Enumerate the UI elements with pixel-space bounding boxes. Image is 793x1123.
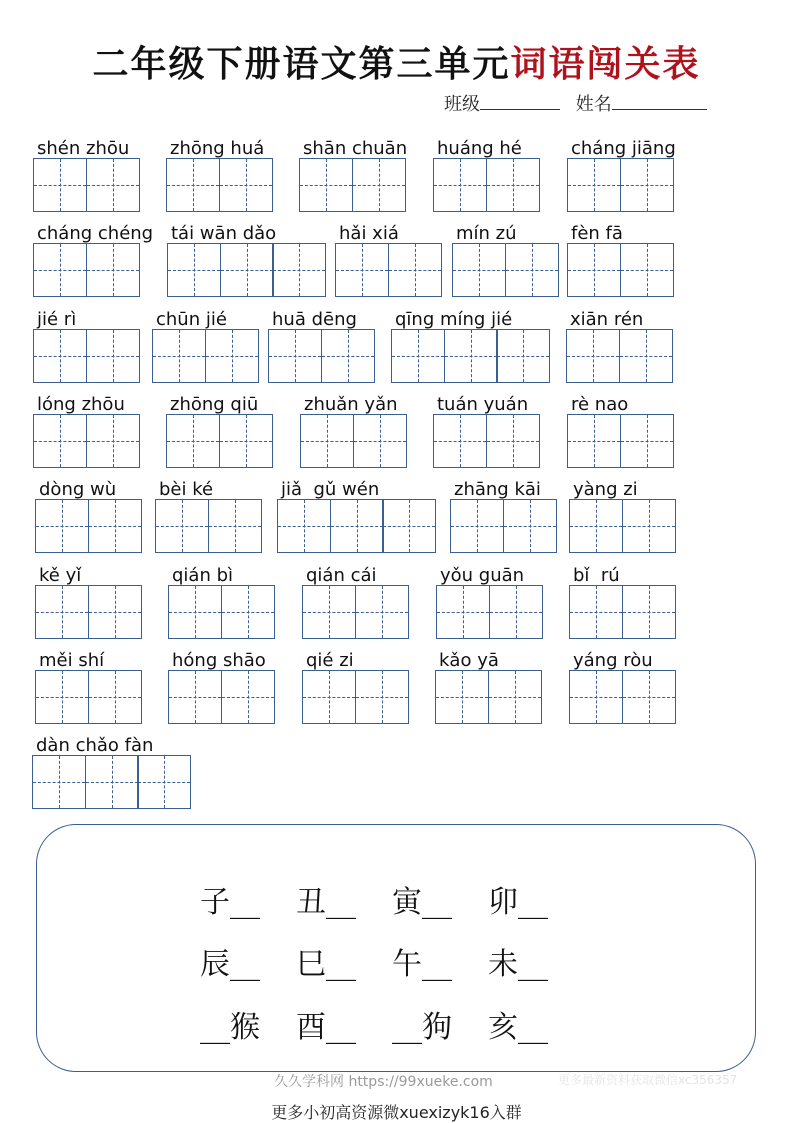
tianzige-cell[interactable] (167, 243, 221, 297)
tianzige-cell[interactable] (619, 329, 673, 383)
tianzige-cell[interactable] (33, 414, 87, 468)
tianzige-cell[interactable] (435, 670, 489, 724)
writing-boxes (452, 243, 559, 297)
writing-boxes (155, 499, 262, 553)
pinyin-label: fèn fā (571, 223, 623, 244)
pinyin-label: kǎo yā (439, 650, 499, 671)
tianzige-cell[interactable] (88, 585, 142, 639)
tianzige-cell[interactable] (219, 414, 273, 468)
pinyin-label: xiān rén (570, 309, 644, 330)
pinyin-label: bǐ rú (573, 565, 620, 586)
tianzige-cell[interactable] (567, 414, 621, 468)
tianzige-cell[interactable] (567, 158, 621, 212)
zodiac-item[interactable]: 丑__ (296, 885, 356, 920)
writing-boxes (569, 499, 676, 553)
tianzige-cell[interactable] (622, 499, 676, 553)
pinyin-label: huā dēng (272, 309, 357, 330)
pinyin-label: huáng hé (437, 138, 522, 159)
writing-boxes (167, 243, 326, 297)
tianzige-cell[interactable] (35, 670, 89, 724)
watermark-faint: 更多最新资料获取微信xc356357 (558, 1073, 738, 1087)
tianzige-cell[interactable] (452, 243, 506, 297)
pinyin-label: qīng míng jié (395, 309, 513, 330)
tianzige-cell[interactable] (86, 414, 140, 468)
tianzige-cell[interactable] (450, 499, 504, 553)
pinyin-label: jié rì (37, 309, 77, 330)
tianzige-cell[interactable] (166, 158, 220, 212)
zodiac-item[interactable]: 酉__ (296, 1010, 356, 1045)
tianzige-cell[interactable] (622, 585, 676, 639)
title-main: 二年级下册语文第三单元 (92, 43, 511, 85)
zodiac-item[interactable]: 寅__ (392, 885, 452, 920)
pinyin-label: mín zú (456, 223, 517, 244)
tianzige-cell[interactable] (272, 243, 326, 297)
tianzige-cell[interactable] (330, 499, 384, 553)
writing-boxes (450, 499, 557, 553)
tianzige-cell[interactable] (166, 414, 220, 468)
zodiac-item[interactable]: 亥__ (488, 1010, 548, 1045)
tianzige-cell[interactable] (277, 499, 331, 553)
tianzige-cell[interactable] (168, 670, 222, 724)
name-label: 姓名 (575, 94, 612, 115)
pinyin-label: hóng shāo (172, 650, 266, 671)
pinyin-label: qián cái (306, 565, 377, 586)
writing-boxes (302, 585, 409, 639)
pinyin-label: bèi ké (159, 479, 214, 500)
tianzige-cell[interactable] (355, 585, 409, 639)
tianzige-cell[interactable] (569, 585, 623, 639)
tianzige-cell[interactable] (444, 329, 498, 383)
tianzige-cell[interactable] (88, 670, 142, 724)
zodiac-item[interactable]: 午__ (392, 947, 452, 982)
tianzige-cell[interactable] (503, 499, 557, 553)
page-title (0, 36, 793, 87)
tianzige-cell[interactable] (436, 585, 490, 639)
writing-boxes (566, 329, 673, 383)
tianzige-cell[interactable] (569, 670, 623, 724)
student-info (444, 90, 707, 116)
tianzige-cell[interactable] (88, 499, 142, 553)
pinyin-label: rè nao (571, 394, 629, 415)
pinyin-label: qié zi (306, 650, 354, 671)
tianzige-cell[interactable] (86, 243, 140, 297)
pinyin-label: chūn jié (156, 309, 227, 330)
tianzige-cell[interactable] (620, 243, 674, 297)
tianzige-cell[interactable] (335, 243, 389, 297)
pinyin-label: cháng jiāng (571, 138, 676, 159)
zodiac-item[interactable]: 卯__ (488, 885, 548, 920)
writing-boxes (33, 414, 140, 468)
writing-boxes (168, 670, 275, 724)
tianzige-cell[interactable] (620, 414, 674, 468)
tianzige-cell[interactable] (353, 414, 407, 468)
tianzige-cell[interactable] (489, 585, 543, 639)
pinyin-label: shén zhōu (37, 138, 130, 159)
tianzige-cell[interactable] (382, 499, 436, 553)
name-blank[interactable] (612, 91, 707, 110)
pinyin-label: yǒu guān (440, 565, 525, 586)
tianzige-cell[interactable] (302, 670, 356, 724)
writing-boxes (335, 243, 442, 297)
tianzige-cell[interactable] (299, 158, 353, 212)
tianzige-cell[interactable] (321, 329, 375, 383)
tianzige-cell[interactable] (85, 755, 139, 809)
pinyin-label: dòng wù (39, 479, 117, 500)
pinyin-label: tái wān dǎo (171, 223, 277, 244)
tianzige-cell[interactable] (220, 243, 274, 297)
tianzige-cell[interactable] (622, 670, 676, 724)
zodiac-item[interactable]: __猴 (200, 1010, 260, 1045)
tianzige-cell[interactable] (505, 243, 559, 297)
tianzige-cell[interactable] (32, 755, 86, 809)
tianzige-cell[interactable] (35, 499, 89, 553)
tianzige-cell[interactable] (567, 243, 621, 297)
tianzige-cell[interactable] (208, 499, 262, 553)
writing-boxes (435, 670, 542, 724)
zodiac-item[interactable]: 子__ (200, 885, 260, 920)
pinyin-label: zhuǎn yǎn (304, 394, 398, 415)
tianzige-cell[interactable] (168, 585, 222, 639)
tianzige-cell[interactable] (388, 243, 442, 297)
writing-boxes (569, 670, 676, 724)
writing-boxes (32, 755, 191, 809)
pinyin-label: zhāng kāi (454, 479, 541, 500)
writing-boxes (302, 670, 409, 724)
zodiac-item[interactable]: 未__ (488, 947, 548, 982)
writing-boxes (433, 414, 540, 468)
writing-boxes (567, 414, 674, 468)
tianzige-cell[interactable] (569, 499, 623, 553)
tianzige-cell[interactable] (486, 158, 540, 212)
tianzige-cell[interactable] (137, 755, 191, 809)
tianzige-cell[interactable] (268, 329, 322, 383)
tianzige-cell[interactable] (496, 329, 550, 383)
tianzige-cell[interactable] (35, 585, 89, 639)
tianzige-cell[interactable] (486, 414, 540, 468)
writing-boxes (299, 158, 406, 212)
pinyin-label: zhōng qiū (170, 394, 259, 415)
tianzige-cell[interactable] (391, 329, 445, 383)
writing-boxes (33, 243, 140, 297)
writing-boxes (300, 414, 407, 468)
tianzige-cell[interactable] (155, 499, 209, 553)
tianzige-cell[interactable] (620, 158, 674, 212)
zodiac-item[interactable]: 巳__ (296, 947, 356, 982)
tianzige-cell[interactable] (566, 329, 620, 383)
zodiac-item[interactable]: __狗 (392, 1010, 452, 1045)
writing-boxes (567, 158, 674, 212)
pinyin-label: tuán yuán (437, 394, 529, 415)
pinyin-label: shān chuān (303, 138, 408, 159)
writing-boxes (166, 414, 273, 468)
writing-boxes (168, 585, 275, 639)
writing-boxes (166, 158, 273, 212)
tianzige-cell[interactable] (302, 585, 356, 639)
tianzige-cell[interactable] (33, 329, 87, 383)
pinyin-label: jiǎ gǔ wén (281, 479, 380, 500)
writing-boxes (569, 585, 676, 639)
pinyin-label: yàng zi (573, 479, 638, 500)
writing-boxes (277, 499, 436, 553)
tianzige-cell[interactable] (221, 670, 275, 724)
writing-boxes (436, 585, 543, 639)
zodiac-panel (36, 824, 756, 1072)
writing-boxes (567, 243, 674, 297)
footer-text: 更多小初高资源微xuexizyk16入群 (271, 1103, 522, 1122)
pinyin-label: cháng chéng (37, 223, 154, 244)
tianzige-cell[interactable] (355, 670, 409, 724)
writing-boxes (391, 329, 550, 383)
writing-boxes (35, 670, 142, 724)
pinyin-label: hǎi xiá (339, 223, 399, 244)
writing-boxes (268, 329, 375, 383)
tianzige-cell[interactable] (152, 329, 206, 383)
tianzige-cell[interactable] (219, 158, 273, 212)
writing-boxes (33, 158, 140, 212)
tianzige-cell[interactable] (33, 158, 87, 212)
writing-boxes (35, 499, 142, 553)
pinyin-label: měi shí (39, 650, 105, 671)
pinyin-label: yáng ròu (573, 650, 653, 671)
tianzige-cell[interactable] (86, 158, 140, 212)
pinyin-label: qián bì (172, 565, 234, 586)
tianzige-cell[interactable] (433, 158, 487, 212)
pinyin-label: zhōng huá (170, 138, 265, 159)
tianzige-cell[interactable] (488, 670, 542, 724)
writing-boxes (152, 329, 259, 383)
pinyin-label: kě yǐ (39, 565, 82, 586)
tianzige-cell[interactable] (86, 329, 140, 383)
pinyin-label: dàn chǎo fàn (36, 735, 154, 756)
tianzige-cell[interactable] (433, 414, 487, 468)
tianzige-cell[interactable] (221, 585, 275, 639)
writing-boxes (33, 329, 140, 383)
title-highlight: 词语闯关表 (510, 43, 701, 85)
tianzige-cell[interactable] (300, 414, 354, 468)
class-blank[interactable] (480, 91, 560, 110)
writing-boxes (433, 158, 540, 212)
tianzige-cell[interactable] (33, 243, 87, 297)
writing-boxes (35, 585, 142, 639)
tianzige-cell[interactable] (352, 158, 406, 212)
watermark-text: 久久学科网 https://99xueke.com (274, 1074, 493, 1090)
tianzige-cell[interactable] (205, 329, 259, 383)
zodiac-item[interactable]: 辰__ (200, 947, 260, 982)
class-label: 班级 (444, 94, 480, 115)
pinyin-label: lóng zhōu (37, 394, 125, 415)
